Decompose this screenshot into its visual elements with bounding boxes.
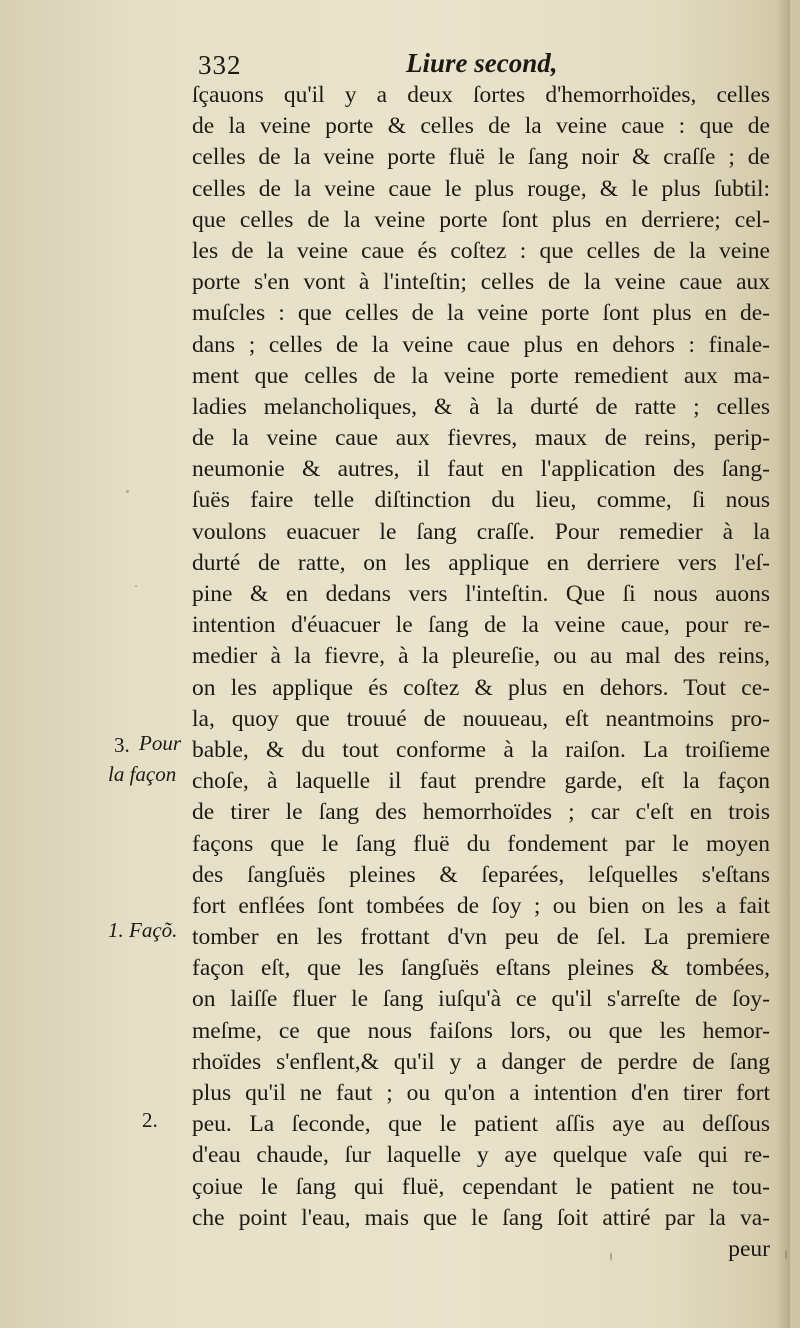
text-line: fort enflées ſont tombées de ſoy ; ou bien on les a fait xyxy=(192,892,770,919)
text-line: de la veine porte & celles de la veine caue : que de xyxy=(192,113,770,140)
text-line: meſme, ce que nous faiſons lors, ou que les hemor- xyxy=(192,1017,770,1044)
text-line: intention d'éuacuer le ſang de la veine caue, pour re- xyxy=(192,612,770,639)
margin-note-number: 2. xyxy=(142,1108,158,1132)
margin-note: 1. Façõ. xyxy=(108,918,178,942)
body-text xyxy=(192,80,770,1265)
text-line: porte s'en vont à l'inteſtin; celles de la veine caue aux xyxy=(192,269,770,296)
text-line: la, quoy que trouué de nouueau, eſt neantmoins pro- xyxy=(192,705,770,732)
text-line: de la veine caue aux fievres, maux de reins, perip- xyxy=(192,425,770,452)
text-line: que celles de la veine porte ſont plus en derriere; cel- xyxy=(192,206,770,233)
text-line: rhoïdes s'enflent,& qu'il y a danger de perdre de ſang xyxy=(192,1048,770,1075)
text-line: on les applique és coſtez & plus en dehors. Tout ce- xyxy=(192,674,770,701)
margin-note: la façon xyxy=(108,762,177,786)
page-edge-shadow xyxy=(776,0,790,1328)
text-line: façons que le ſang fluë du fondement par le moyen xyxy=(192,830,770,857)
text-line: neumonie & autres, il faut en l'application des ſang- xyxy=(192,456,770,483)
text-line: pine & en dedans vers l'inteſtin. Que ſi nous auons xyxy=(192,581,770,607)
text-line: choſe, à laquelle il faut prendre garde, eſt la façon xyxy=(192,768,770,795)
text-line: de tirer le ſang des hemorrhoïdes ; car c'eſt en trois xyxy=(192,799,770,826)
margin-note-number: 3. xyxy=(114,733,130,757)
text-line: celles de la veine caue le plus rouge, & le plus ſubtil: xyxy=(192,175,770,202)
text-line: voulons euacuer le ſang craſſe. Pour remedier à la xyxy=(192,518,770,545)
text-line: ſçauons qu'il y a deux ſortes d'hemorrhoïdes, celles xyxy=(192,82,770,108)
paper-speck xyxy=(135,585,137,587)
text-line: muſcles : que celles de la veine porte ſont plus en de- xyxy=(192,300,770,327)
text-line: plus qu'il ne faut ; ou qu'on a intention d'en tirer fort xyxy=(192,1080,770,1106)
text-line: tomber en les frottant d'vn peu de ſel. La premiere xyxy=(192,924,770,951)
paper-speck xyxy=(785,1250,787,1260)
text-line: les de la veine caue és coſtez : que celles de la veine xyxy=(192,237,770,264)
paper-speck xyxy=(126,490,129,493)
page-number: 332 xyxy=(198,50,242,80)
text-line: peu. La ſeconde, que le patient aſſis aye au deſſous xyxy=(192,1111,770,1138)
text-line: che point l'eau, mais que le ſang ſoit attiré par la va- xyxy=(192,1204,770,1231)
text-line: ladies melancholiques, & à la durté de ratte ; celles xyxy=(192,393,770,420)
paper-speck xyxy=(610,1252,612,1261)
text-line: durté de ratte, on les applique en derriere vers l'eſ- xyxy=(192,549,770,576)
catchword: peur xyxy=(728,1235,770,1262)
text-line: dans ; celles de la veine caue plus en dehors : finale- xyxy=(192,331,770,358)
text-line: medier à la fievre, à la pleureſie, ou au mal des reins, xyxy=(192,643,770,670)
text-line: ment que celles de la veine porte remedient aux ma- xyxy=(192,362,770,389)
running-title: Liure second, xyxy=(406,48,558,78)
margin-note: Pour xyxy=(139,731,181,755)
text-line: des ſangſuës pleines & ſeparées, leſquelles s'eſtans xyxy=(192,861,770,888)
text-line: d'eau chaude, ſur laquelle y aye quelque vaſe qui re- xyxy=(192,1142,770,1169)
text-line: bable, & du tout conforme à la raiſon. La troiſieme xyxy=(192,736,770,763)
text-line: çoiue le ſang qui fluë, cependant le patient ne tou- xyxy=(192,1173,770,1200)
text-line: on laiſſe fluer le ſang iuſqu'à ce qu'il s'arreſte de ſoy- xyxy=(192,986,770,1013)
text-line: celles de la veine porte fluë le ſang noir & craſſe ; de xyxy=(192,144,770,171)
text-line: façon eſt, que les ſangſuës eſtans pleines & tombées, xyxy=(192,955,770,982)
text-line: ſuës faire telle diſtinction du lieu, comme, ſi nous xyxy=(192,487,770,514)
